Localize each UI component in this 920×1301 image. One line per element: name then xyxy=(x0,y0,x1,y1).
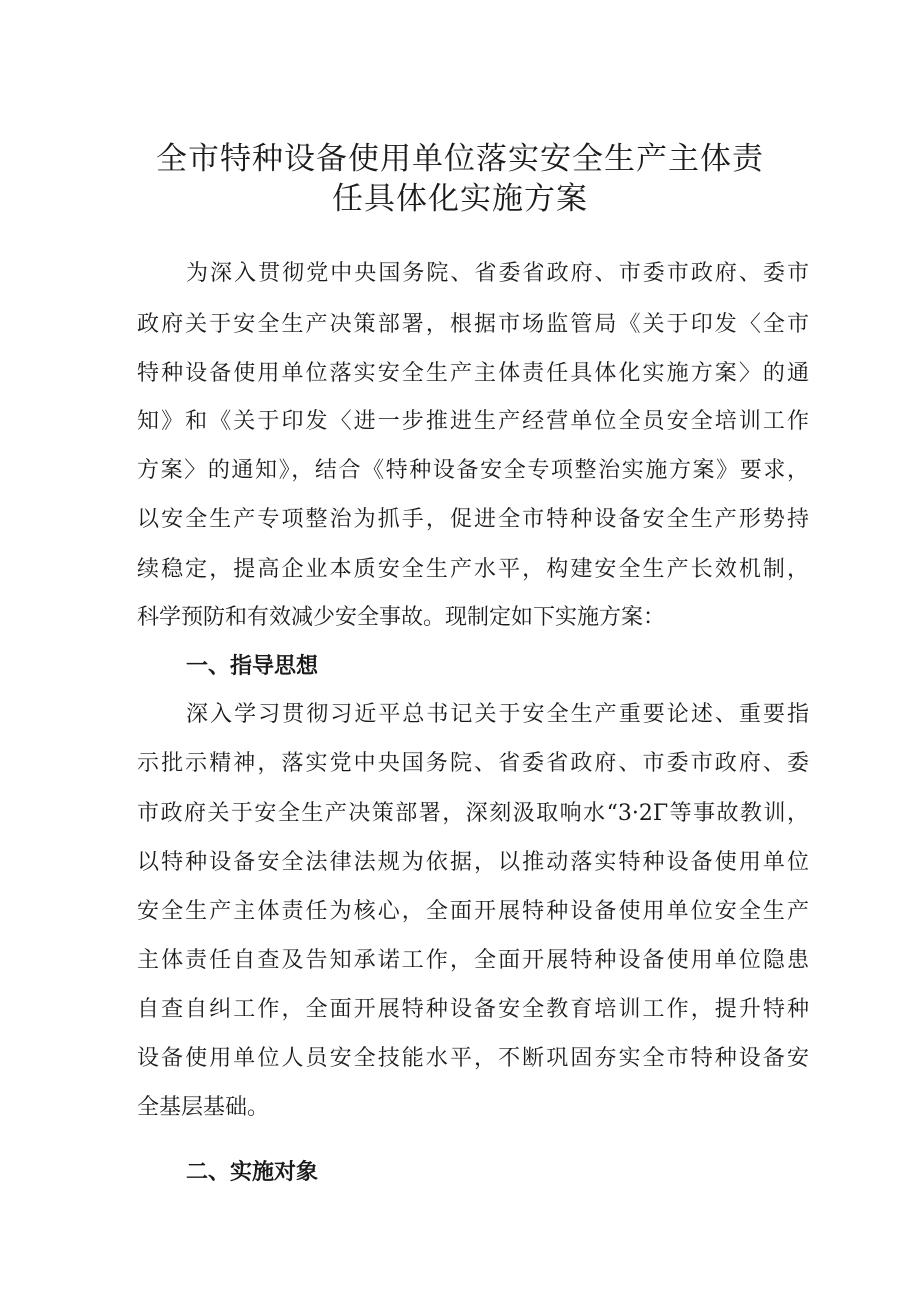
section1-line: 安全生产主体责任为核心，全面开展特种设备使用单位安全生产 xyxy=(137,899,809,924)
section1-line: 自查自纠工作，全面开展特种设备安全教育培训工作，提升特种 xyxy=(137,997,809,1022)
section-heading-guiding-ideology: 一、指导思想 xyxy=(186,654,319,679)
intro-line: 为深入贯彻党中央国务院、省委省政府、市委市政府、委市 xyxy=(186,261,809,286)
section1-line: 全基层基础。 xyxy=(137,1095,270,1120)
intro-line: 特种设备使用单位落实安全生产主体责任具体化实施方案〉的通 xyxy=(137,361,809,386)
section1-line: 设备使用单位人员安全技能水平，不断巩固夯实全市特种设备安 xyxy=(137,1046,809,1071)
intro-line: 科学预防和有效减少安全事故。现制定如下实施方案： xyxy=(137,605,666,630)
intro-line: 政府关于安全生产决策部署，根据市场监管局《关于印发〈全市 xyxy=(137,312,809,337)
document-title-line-2: 任具体化实施方案 xyxy=(332,181,588,217)
section-heading-implementation-targets: 二、实施对象 xyxy=(186,1160,319,1185)
section1-line: 示批示精神，落实党中央国务院、省委省政府、市委市政府、委 xyxy=(137,751,809,776)
intro-line: 方案〉的通知》，结合《特种设备安全专项整治实施方案》要求， xyxy=(137,458,809,483)
intro-line: 以安全生产专项整治为抓手，促进全市特种设备安全生产形势持 xyxy=(137,507,809,532)
intro-line: 续稳定，提高企业本质安全生产水平，构建安全生产长效机制， xyxy=(137,557,809,582)
section1-line: 深入学习贯彻习近平总书记关于安全生产重要论述、重要指 xyxy=(186,702,809,727)
section1-line: 以特种设备安全法律法规为依据，以推动落实特种设备使用单位 xyxy=(137,850,809,875)
section1-line: 主体责任自查及告知承诺工作，全面开展特种设备使用单位隐患 xyxy=(137,948,809,973)
intro-line: 知》和《关于印发〈进一步推进生产经营单位全员安全培训工作 xyxy=(137,409,809,434)
section1-line: 市政府关于安全生产决策部署，深刻汲取响水“3·2Γ等事故教训， xyxy=(137,801,809,826)
document-title-line-1: 全市特种设备使用单位落实安全生产主体责 xyxy=(156,141,764,177)
